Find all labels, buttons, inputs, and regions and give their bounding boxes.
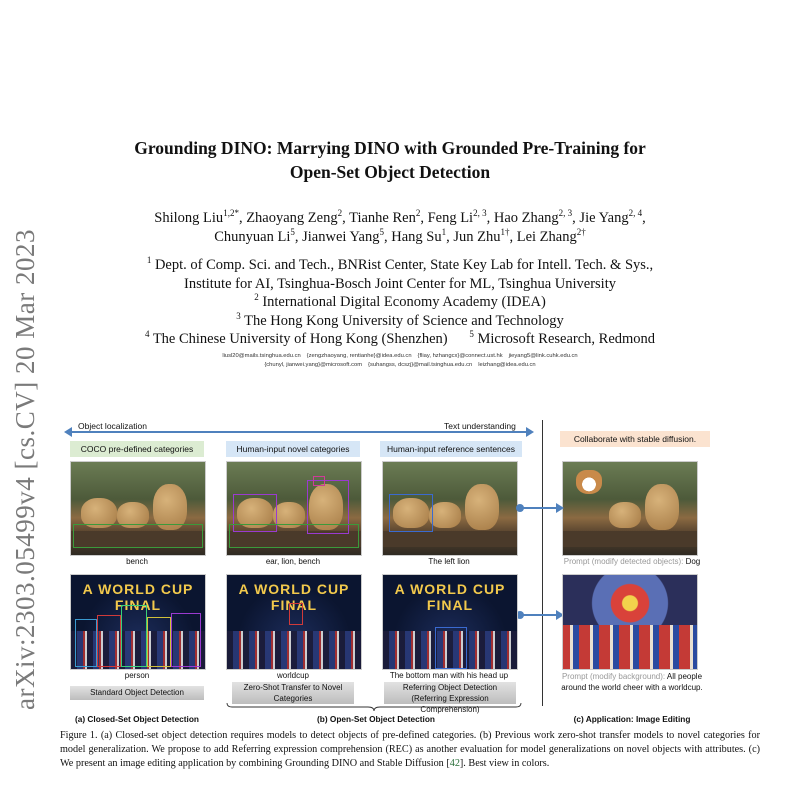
author-sup: 1	[441, 227, 447, 238]
label-bench: bench	[126, 557, 148, 566]
author-name: Feng Li	[427, 210, 474, 226]
prompt-dog-dark: Dog	[683, 557, 701, 566]
label-person: person	[124, 671, 150, 680]
figure-caption	[60, 729, 760, 771]
brace-b	[226, 702, 522, 712]
email[interactable]: {fliay, hzhangcx}@connect.ust.hk	[417, 353, 503, 359]
author-name: Tianhe Ren	[349, 210, 416, 226]
axis-right-label: Text understanding	[444, 421, 516, 431]
author-sup: 5	[290, 227, 295, 238]
author-name: Shilong Liu	[154, 210, 224, 226]
authors-line-1: Shilong Liu$^{1,2*}$, Zhaoyang Zeng$^2$, Tianhe Ren$^2$, Feng Li$^{2, 3}$, Hao Zhang$^{2, 3}$, Jie Yang$^{2, 4}$,	[154, 208, 646, 226]
photo-lions-a	[70, 461, 206, 556]
photo-worldcup-a	[70, 574, 206, 670]
task-referring: Referring Object Detection (Referring Expression Comprehension)	[384, 682, 516, 704]
paper-title	[60, 136, 720, 184]
affiliation-msr: Microsoft Research, Redmond	[477, 331, 656, 347]
divider	[542, 420, 543, 706]
affiliation-last-line	[60, 330, 740, 349]
author-name: Hang Su	[391, 229, 442, 245]
photo-text-a: A WORLD CUP FINAL	[82, 581, 194, 613]
label-worldcup: worldcup	[276, 671, 309, 680]
photo-lions-c	[382, 461, 518, 556]
email[interactable]: {chunyl, jianwei.yang}@microsoft.com	[264, 361, 363, 368]
affiliations	[60, 256, 740, 349]
affiliation-line	[60, 312, 740, 331]
affil-text: Institute for AI, Tsinghua-Bosch Joint Center for ML, Tsinghua University	[184, 275, 616, 292]
author-sup: 2, 3	[558, 208, 573, 219]
author-sup: 1,2*	[223, 208, 239, 219]
photo-worldcup-b	[226, 574, 362, 670]
affil-text: The Hong Kong University of Science and Technology	[244, 312, 564, 329]
prompt-dog-grey: Prompt (modify detected objects):	[563, 557, 684, 566]
citation-link[interactable]: 42	[449, 758, 460, 769]
photo-lions-b	[226, 461, 362, 556]
author-name: Jie Yang	[579, 210, 629, 226]
caption-end: ]. Best view in colors.	[459, 758, 550, 769]
author-sup: 2†	[576, 227, 586, 238]
title-line-1: Grounding DINO: Marrying DINO with Grounded Pre-Training for	[134, 138, 646, 158]
emails	[120, 352, 680, 369]
photo-dog-edited	[562, 461, 698, 556]
affil-sup: 1	[146, 255, 152, 266]
subfig-b: (b) Open-Set Object Detection	[316, 714, 435, 724]
arxiv-watermark: arXiv:2303.05499v4 [cs.CV] 20 Mar 2023	[10, 229, 40, 710]
author-sup: 2, 3	[473, 208, 487, 219]
email[interactable]: leizhang@idea.edu.cn	[478, 361, 536, 368]
affil-sup-4: 4	[144, 329, 150, 340]
task-standard: Standard Object Detection	[70, 686, 204, 700]
label-bottom-man: The bottom man with his head up	[389, 671, 509, 680]
author-sup: 2, 4	[628, 208, 643, 219]
author-sup: 5	[379, 227, 384, 238]
prompt-dog	[552, 557, 712, 566]
subfig-c: (c) Application: Image Editing	[573, 714, 691, 724]
affiliation-line	[60, 293, 740, 312]
affil-sup: 3	[236, 310, 241, 321]
subfig-a: (a) Closed-Set Object Detection	[74, 714, 199, 724]
category-novel: Human-input novel categories	[226, 441, 360, 457]
affil-text: Dept. of Comp. Sci. and Tech., BNRist Center, State Key Lab for Intell. Tech. & Sys.,	[154, 257, 654, 273]
author-name: Jianwei Yang	[302, 229, 380, 245]
author-sup: 1†	[500, 227, 510, 238]
photo-stadium-edited	[562, 574, 698, 670]
category-coco: COCO pre-defined categories	[70, 441, 204, 457]
affil-sup: 2	[254, 292, 259, 303]
affiliation-cuhk: The Chinese University of Hong Kong (Shenzhen)	[152, 331, 448, 347]
prompt-bg-dark: All people around the world cheer with a worldcup.	[561, 672, 703, 692]
affil-text: International Digital Economy Academy (IDEA)	[262, 294, 546, 310]
authors	[60, 209, 740, 247]
author-name: Jun Zhu	[453, 229, 501, 245]
author-name: Hao Zhang	[493, 210, 559, 226]
prompt-bg-grey: Prompt (modify background):	[561, 672, 666, 681]
caption-text: Figure 1. (a) Closed-set object detection requires models to detect objects of pre-defined categories. (b) Previous work zero-shot transfer models to novel categories for model generalization. We propose to add Referring expression comprehension (REC) as another evaluation for model generalizations on novel objects with attributes. (c) We present an image editing application by combining Grounding DINO and Stable Diffusion [	[60, 730, 760, 769]
prompt-background	[552, 671, 712, 693]
photo-text-c: A WORLD CUP FINAL	[394, 581, 506, 613]
app-header: Collaborate with stable diffusion.	[560, 431, 710, 447]
email[interactable]: jieyang5@link.cuhk.edu.cn	[508, 353, 578, 359]
title-line-2: Open-Set Object Detection	[289, 162, 491, 182]
author-sup: 2	[415, 208, 421, 219]
email[interactable]: liusl20@mails.tsinghua.edu.cn	[222, 353, 301, 359]
photo-text-b: A WORLD CUP FINAL	[238, 581, 350, 613]
author-sup: 2	[337, 208, 343, 219]
task-zeroshot: Zero-Shot Transfer to Novel Categories	[232, 682, 354, 704]
email[interactable]: {suhangss, dcszj}@mail.tsinghua.edu.cn	[368, 361, 473, 368]
photo-worldcup-c	[382, 574, 518, 670]
label-left-lion: The left lion	[428, 557, 470, 566]
authors-line-2: Chunyuan Li$^5$, Jianwei Yang$^5$, Hang Su$^1$, Jun Zhu$^{1\dagger}$, Lei Zhang$^{2\dagger}$	[214, 227, 586, 245]
arrow-to-edit-2	[516, 609, 564, 621]
email[interactable]: {zengzhaoyang, rentianhe}@idea.edu.cn	[306, 353, 412, 359]
arrow-to-edit-1	[516, 502, 564, 514]
affil-sup-5: 5	[469, 329, 474, 340]
author-name: Zhaoyang Zeng	[246, 210, 338, 226]
axis-left-label: Object localization	[78, 421, 147, 431]
affiliation-line	[60, 275, 740, 294]
label-ear-lion-bench: ear, lion, bench	[265, 557, 321, 566]
author-name: Chunyuan Li	[214, 229, 291, 245]
author-name: Lei Zhang	[516, 229, 577, 245]
affiliation-line	[60, 256, 740, 275]
category-reference: Human-input reference sentences	[380, 441, 522, 457]
